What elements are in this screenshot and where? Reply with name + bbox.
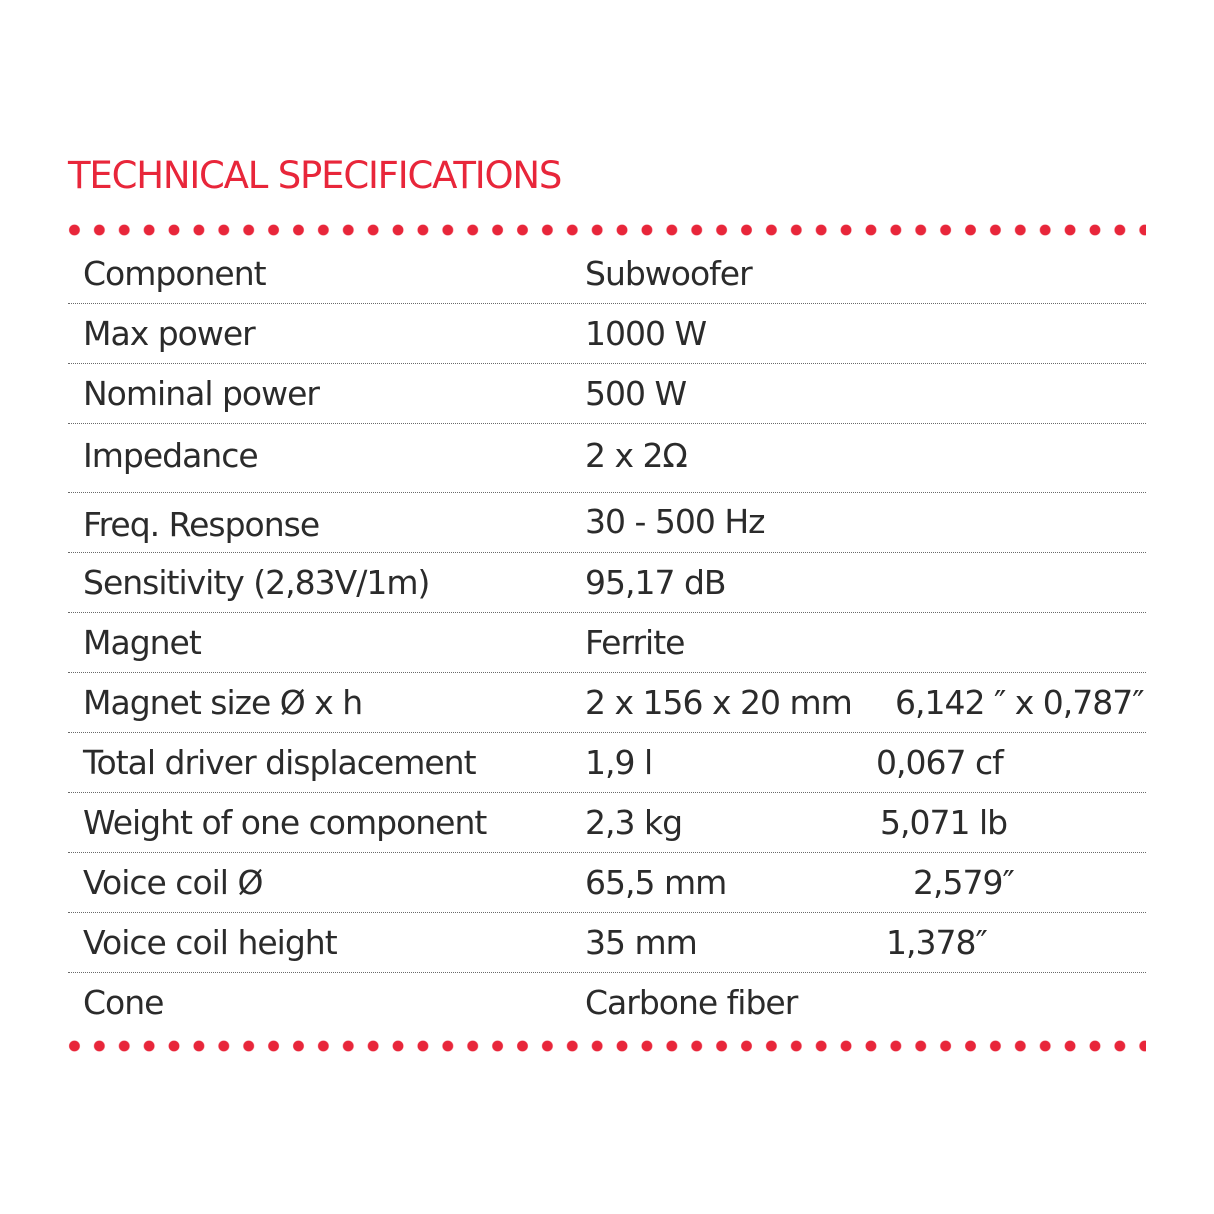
spec-row-cone [68, 973, 1146, 1032]
spec-row-magnet [68, 613, 1146, 673]
spec-value: 1000 W [585, 313, 707, 353]
spec-label: Freq. Response [83, 505, 320, 544]
spec-label: Max power [83, 313, 255, 353]
spec-row-magnet-size [68, 673, 1146, 733]
spec-row-component [68, 244, 1146, 304]
spec-label: Nominal power [83, 373, 319, 413]
spec-row-voice-coil-height [68, 913, 1146, 973]
spec-value: 30 - 500 Hz [585, 502, 765, 541]
spec-imperial-value: 0,067 cf [876, 742, 1003, 782]
spec-sheet [68, 150, 1146, 1054]
spec-label: Magnet size Ø x h [83, 682, 363, 722]
spec-value: 65,5 mm [585, 862, 727, 902]
spec-imperial-value: 6,142 ″ x 0,787″ [895, 682, 1144, 722]
spec-label: Weight of one component [83, 802, 487, 842]
spec-row-impedance [68, 424, 1146, 493]
spec-value: 35 mm [585, 922, 697, 962]
spec-label: Cone [83, 982, 164, 1022]
spec-value: 1,9 l [585, 742, 653, 782]
spec-value: 2 x 156 x 20 mm [585, 682, 852, 722]
spec-row-freq-response [68, 493, 1146, 553]
spec-value: 2 x 2Ω [585, 436, 687, 475]
bottom-dotted-divider [68, 1038, 1146, 1054]
spec-label: Voice coil height [83, 922, 337, 962]
spec-imperial-value: 5,071 lb [880, 802, 1008, 842]
spec-imperial-value: 2,579″ [913, 862, 1014, 902]
spec-imperial-value: 1,378″ [886, 922, 987, 962]
spec-row-sensitivity [68, 553, 1146, 613]
spec-table [68, 244, 1146, 1032]
spec-row-weight [68, 793, 1146, 853]
spec-value: Subwoofer [585, 253, 752, 293]
spec-row-nominal-power [68, 364, 1146, 424]
spec-label: Sensitivity (2,83V/1m) [83, 562, 430, 602]
spec-label: Voice coil Ø [83, 862, 263, 902]
spec-value: 95,17 dB [585, 562, 726, 602]
spec-label: Impedance [83, 436, 258, 475]
spec-value: 2,3 kg [585, 802, 683, 842]
spec-label: Magnet [83, 622, 201, 662]
page-title: TECHNICAL SPECIFICATIONS [68, 154, 562, 197]
spec-label: Total driver displacement [83, 742, 476, 782]
spec-row-displacement [68, 733, 1146, 793]
spec-value: Carbone fiber [585, 982, 798, 1022]
top-dotted-divider [68, 222, 1146, 238]
spec-row-voice-coil-diameter [68, 853, 1146, 913]
spec-row-max-power [68, 304, 1146, 364]
spec-value: 500 W [585, 373, 687, 413]
spec-label: Component [83, 253, 266, 293]
spec-value: Ferrite [585, 622, 685, 662]
